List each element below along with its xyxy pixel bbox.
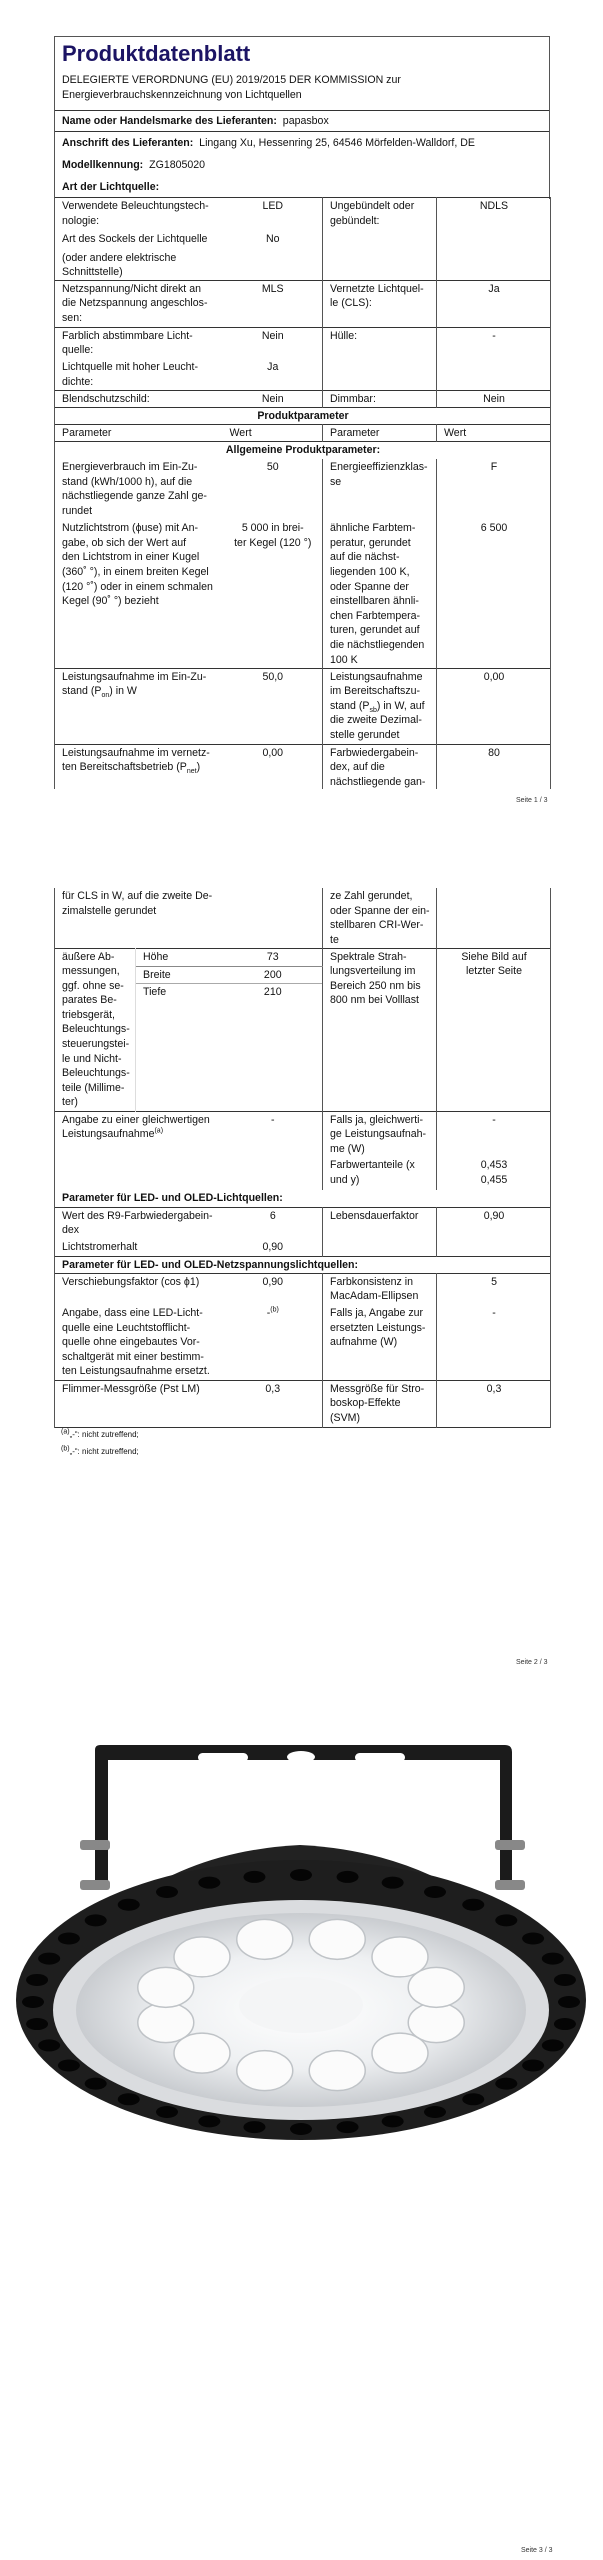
footnote-a: $^{(a)}$„-“: nicht zutreffend;	[61, 1428, 139, 1439]
energy-value: 50	[266, 461, 279, 474]
col-header-param: Parameter	[55, 424, 223, 441]
vent-hole	[58, 2060, 80, 2072]
vent-hole	[118, 1899, 140, 1911]
vent-hole	[156, 2106, 178, 2118]
vent-hole	[290, 1869, 312, 1881]
col-header-value: Wert	[229, 426, 252, 439]
page-title: Produktdatenblatt	[62, 41, 251, 66]
vent-hole	[243, 2121, 265, 2133]
equivalent-power-value: -	[271, 1113, 275, 1126]
energy-label: Energieverbrauch im Ein-Zu- stand (kWh/1000 h), auf die nächstliegende ganze Zahl ge- rundet	[55, 459, 223, 520]
vent-hole	[558, 1996, 580, 2008]
footnote-b: $^{(b)}$„-“: nicht zutreffend;	[61, 1445, 139, 1456]
led-lens	[174, 1937, 230, 1977]
dimmable-value: Nein	[437, 390, 551, 407]
spd-value: Siehe Bild auf letzter Seite	[437, 948, 551, 1111]
envelope-label: Hülle:	[323, 327, 437, 390]
replacement-watt-value: -	[437, 1305, 551, 1380]
vent-hole	[462, 2093, 484, 2105]
flux-value: 5 000 in brei- ter Kegel (120 °)	[234, 522, 312, 549]
product-image-highbay-lamp	[0, 1720, 603, 2150]
mains-label: Netzspannung/Nicht direkt an die Netzspannung angeschlos- sen:	[55, 280, 223, 327]
led-lens	[309, 2051, 365, 2091]
led-lens	[309, 1919, 365, 1959]
led-lens	[408, 1967, 464, 2007]
lifetime-value: 0,90	[437, 1207, 551, 1256]
dimensions-label: äußere Ab- messungen, ggf. ohne se- parates Be- triebsgerät, Beleuchtungs- steuerungstei- le und Nicht- Beleuchtungs- teile (Millime- ter)	[55, 948, 136, 1111]
section-title-product-params: Produktparameter	[55, 407, 551, 424]
height-value: 73	[223, 948, 323, 966]
col-header-value-2: Wert	[437, 424, 551, 441]
led-lens	[237, 2051, 293, 2091]
equivalent-power-label: Angabe zu einer gleichwertigen Leistungsaufnahme$^{(a)}$	[55, 1111, 223, 1190]
vent-hole	[38, 2039, 60, 2051]
socket-value: No	[265, 232, 280, 245]
supplier-value: papasbox	[282, 115, 329, 127]
vent-hole	[424, 1886, 446, 1898]
vent-hole	[290, 2123, 312, 2135]
cct-label: ähnliche Farbtem- peratur, gerundet auf die nächst- liegenden 100 K, oder Spanne der einstellbaren ähnli- chen Farbtempera- turen, gerundet auf die nächstliegenden 100 K	[323, 520, 437, 668]
tech-value: LED	[262, 200, 284, 212]
led-lens	[237, 1919, 293, 1959]
lifetime-label: Lebensdauerfaktor	[323, 1207, 437, 1256]
macadam-label: Farbkonsistenz in MacAdam-Ellipsen	[323, 1273, 437, 1305]
section-title-mains: Parameter für LED- und OLED-Netzspannungslichtquellen:	[55, 1256, 551, 1273]
vent-hole	[554, 2018, 576, 2030]
efficiency-class-value: F	[437, 459, 551, 520]
svm-label: Messgröße für Stro- boskop-Effekte (SVM)	[323, 1380, 437, 1427]
chromaticity-label: Farbwertanteile (x und y)	[323, 1157, 437, 1190]
vent-hole	[495, 1914, 517, 1926]
psb-value: 0,00	[437, 668, 551, 744]
vent-hole	[424, 2106, 446, 2118]
vent-hole	[118, 2093, 140, 2105]
pnet-label: Leistungsaufnahme im vernetz- ten Bereitschaftsbetrieb $(P_{net})$	[55, 744, 223, 789]
envelope-value: -	[437, 327, 551, 390]
vent-hole	[554, 1974, 576, 1986]
vent-hole	[26, 2018, 48, 2030]
datasheet-header	[54, 36, 550, 199]
page-2-table	[54, 888, 550, 1428]
depth-label: Tiefe	[143, 985, 167, 998]
page-number-3: Seite 3 / 3	[521, 2547, 553, 2554]
r9-label: Wert des R9-Farbwiedergabein- dex	[55, 1207, 223, 1239]
glare-value: Nein	[261, 392, 284, 405]
address-block	[55, 131, 549, 199]
depth-value: 210	[263, 985, 282, 998]
vent-hole	[382, 1877, 404, 1889]
address-value: Lingang Xu, Hessenring 25, 64546 Mörfelden-Walldorf, DE	[199, 137, 475, 149]
cct-value: 6 500	[437, 520, 551, 668]
flux-label: Nutzlichtstrom (ϕuse) mit An- gabe, ob sich der Wert auf den Lichtstrom in einer Kugel (360˚ °), in einem breiten Kegel (120 °˚) oder in einem schmalen Kegel (90˚ °) bezieht	[55, 520, 223, 668]
vent-hole	[337, 2121, 359, 2133]
dimmable-label: Dimmbar:	[323, 390, 437, 407]
pon-value: 50,0	[262, 670, 284, 683]
tech-label: Verwendete Beleuchtungstech- nologie:	[55, 198, 223, 231]
page-1-table	[54, 197, 550, 789]
cri-label: Farbwiedergabein- dex, auf die nächstliegende gan-	[323, 744, 437, 789]
cri-label-cont: ze Zahl gerundet, oder Spanne der ein- stellbaren CRI-Wer- te	[323, 888, 437, 948]
vent-hole	[26, 1974, 48, 1986]
cls-label: Vernetzte Lichtquel- le (CLS):	[323, 280, 437, 327]
chromaticity-value: 0,453 0,455	[437, 1157, 551, 1190]
socket-label-2: (oder andere elektrische Schnittstelle)	[55, 250, 223, 281]
height-label: Höhe	[136, 948, 223, 966]
vent-hole	[198, 1877, 220, 1889]
section-title-led: Parameter für LED- und OLED-Lichtquellen:	[55, 1190, 551, 1207]
pon-label: Leistungsaufnahme im Ein-Zu- stand $(P_{on})$ in W	[55, 668, 223, 744]
maintenance-label: Lichtstromerhalt	[55, 1239, 223, 1256]
equivalent-watt-value: -	[437, 1111, 551, 1157]
macadam-value: 5	[437, 1273, 551, 1305]
led-lens	[138, 2003, 194, 2043]
equivalent-watt-label: Falls ja, gleichwerti- ge Leistungsaufnah- me (W)	[323, 1111, 437, 1157]
replacement-watt-label: Falls ja, Angabe zur ersetzten Leistungs- aufnahme (W)	[323, 1305, 437, 1380]
psb-label: Leistungsaufnahme im Bereitschaftszu- stand $(P_{sb})$ in W, auf die zweite Dezimal- stelle gerundet	[323, 668, 437, 744]
model-label: Modellkennung:	[62, 159, 144, 171]
tunable-value: Nein	[261, 329, 284, 342]
mains-value: MLS	[261, 282, 284, 295]
vent-hole	[382, 2115, 404, 2127]
efficiency-class-label: Energieeffizienzklas- se	[323, 459, 437, 520]
vent-hole	[337, 1871, 359, 1883]
vent-hole	[462, 1899, 484, 1911]
flicker-value: 0,3	[265, 1382, 281, 1395]
vent-hole	[156, 1886, 178, 1898]
power-factor-label: Verschiebungsfaktor (cos ϕ1)	[55, 1273, 223, 1305]
high-luminance-label: Lichtquelle mit hoher Leucht- dichte:	[55, 359, 223, 390]
vent-hole	[85, 2078, 107, 2090]
model-value: ZG1805020	[149, 159, 206, 171]
socket-label: Art des Sockels der Lichtquelle	[55, 231, 223, 250]
directional-label: Ungebündelt oder gebündelt:	[323, 198, 437, 281]
section-title-general: Allgemeine Produktparameter:	[55, 441, 551, 459]
pnet-value: 0,00	[262, 746, 284, 759]
vent-hole	[85, 1914, 107, 1926]
address-label: Anschrift des Lieferanten:	[62, 137, 194, 149]
regulation-subtitle: DELEGIERTE VERORDNUNG (EU) 2019/2015 DER KOMMISSION zur Energieverbrauchskennzeichnung von Lichtquellen	[62, 74, 401, 101]
spd-label: Spektrale Strah- lungsverteilung im Bereich 250 nm bis 800 nm bei Volllast	[323, 948, 437, 1111]
col-header-param-2: Parameter	[323, 424, 437, 441]
vent-hole	[522, 2060, 544, 2072]
lightsource-type-label: Art der Lichtquelle:	[62, 181, 160, 193]
svm-value: 0,3	[437, 1380, 551, 1427]
vent-hole	[38, 1953, 60, 1965]
vent-hole	[495, 2078, 517, 2090]
vent-hole	[198, 2115, 220, 2127]
supplier-label: Name oder Handelsmarke des Lieferanten:	[62, 115, 277, 127]
vent-hole	[243, 1871, 265, 1883]
page-number-1: Seite 1 / 3	[516, 797, 548, 804]
vent-hole	[22, 1996, 44, 2008]
r9-value: 6	[269, 1209, 276, 1222]
vent-hole	[58, 1933, 80, 1945]
vent-hole	[522, 1933, 544, 1945]
width-value: 200	[223, 966, 323, 983]
cls-value: Ja	[437, 280, 551, 327]
directional-value: NDLS	[437, 198, 551, 281]
vent-hole	[542, 2039, 564, 2051]
power-factor-value: 0,90	[262, 1275, 284, 1288]
width-label: Breite	[136, 966, 223, 983]
vent-hole	[542, 1953, 564, 1965]
maintenance-value: 0,90	[262, 1241, 284, 1253]
page-number-2: Seite 2 / 3	[516, 1659, 548, 1666]
flicker-label: Flimmer-Messgröße (Pst LM)	[55, 1380, 223, 1427]
glare-label: Blendschutzschild:	[55, 390, 223, 407]
replacement-label: Angabe, dass eine LED-Licht- quelle eine Leuchtstofflicht- quelle ohne eingebautes Vor- schaltgerät mit einer bestimm- ten Leistungsaufnahme ersetzt.	[55, 1305, 223, 1380]
cri-value: 80	[437, 744, 551, 789]
replacement-value: -$^{(b)}$	[266, 1306, 279, 1319]
led-lens	[372, 2033, 428, 2073]
supplier-row	[55, 110, 549, 131]
tunable-label: Farblich abstimmbare Licht- quelle:	[55, 327, 223, 359]
high-luminance-value: Ja	[267, 361, 279, 374]
pnet-label-cont: für CLS in W, auf die zweite De- zimalstelle gerundet	[55, 888, 223, 948]
